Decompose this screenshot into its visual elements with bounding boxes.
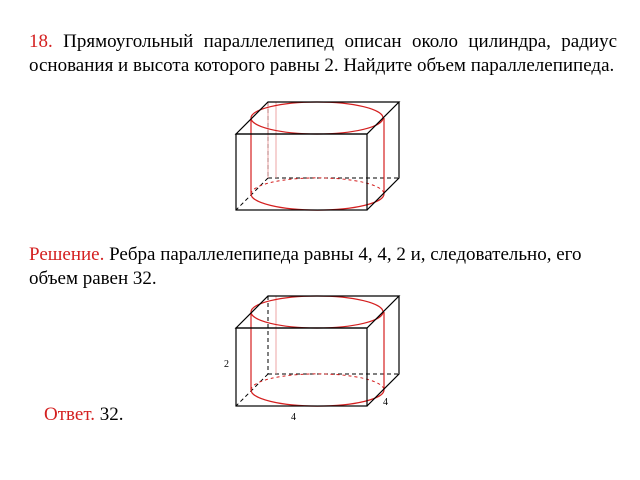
answer-line bbox=[44, 403, 123, 427]
answer-value: 32. bbox=[99, 404, 124, 425]
solution-label: Решение. bbox=[29, 244, 105, 265]
dimension-width-label: 4 bbox=[291, 412, 296, 423]
problem-number: 18. bbox=[29, 31, 53, 52]
problem-text: Прямоугольный параллелепипед описан около цилиндра, радиус основания и высота которого равны 2. Найдите объем параллелепипеда. bbox=[29, 31, 618, 76]
cylinder2-top-ellipse bbox=[251, 296, 383, 328]
dimension-depth-label: 4 bbox=[383, 397, 388, 408]
cuboid2-visible-edges bbox=[236, 296, 399, 406]
solution-body: Ребра параллелепипеда равны 4, 4, 2 и, следовательно, его объем равен 32. bbox=[29, 244, 582, 289]
hidden-edge-left-bottom-2 bbox=[236, 374, 268, 406]
answer-label: Ответ. bbox=[44, 404, 95, 425]
dimension-height-label: 2 bbox=[224, 359, 229, 370]
cuboid2-front-face bbox=[236, 328, 367, 406]
cuboid2-hidden-edges bbox=[236, 296, 399, 406]
cuboid2-top-face bbox=[236, 296, 399, 328]
cylinder2-bottom-back-arc bbox=[251, 374, 384, 390]
cylinder2-bottom-front-arc bbox=[251, 390, 384, 406]
cylinder2-visible-outline bbox=[251, 296, 384, 406]
cylinder2-hidden-outline bbox=[251, 374, 384, 390]
